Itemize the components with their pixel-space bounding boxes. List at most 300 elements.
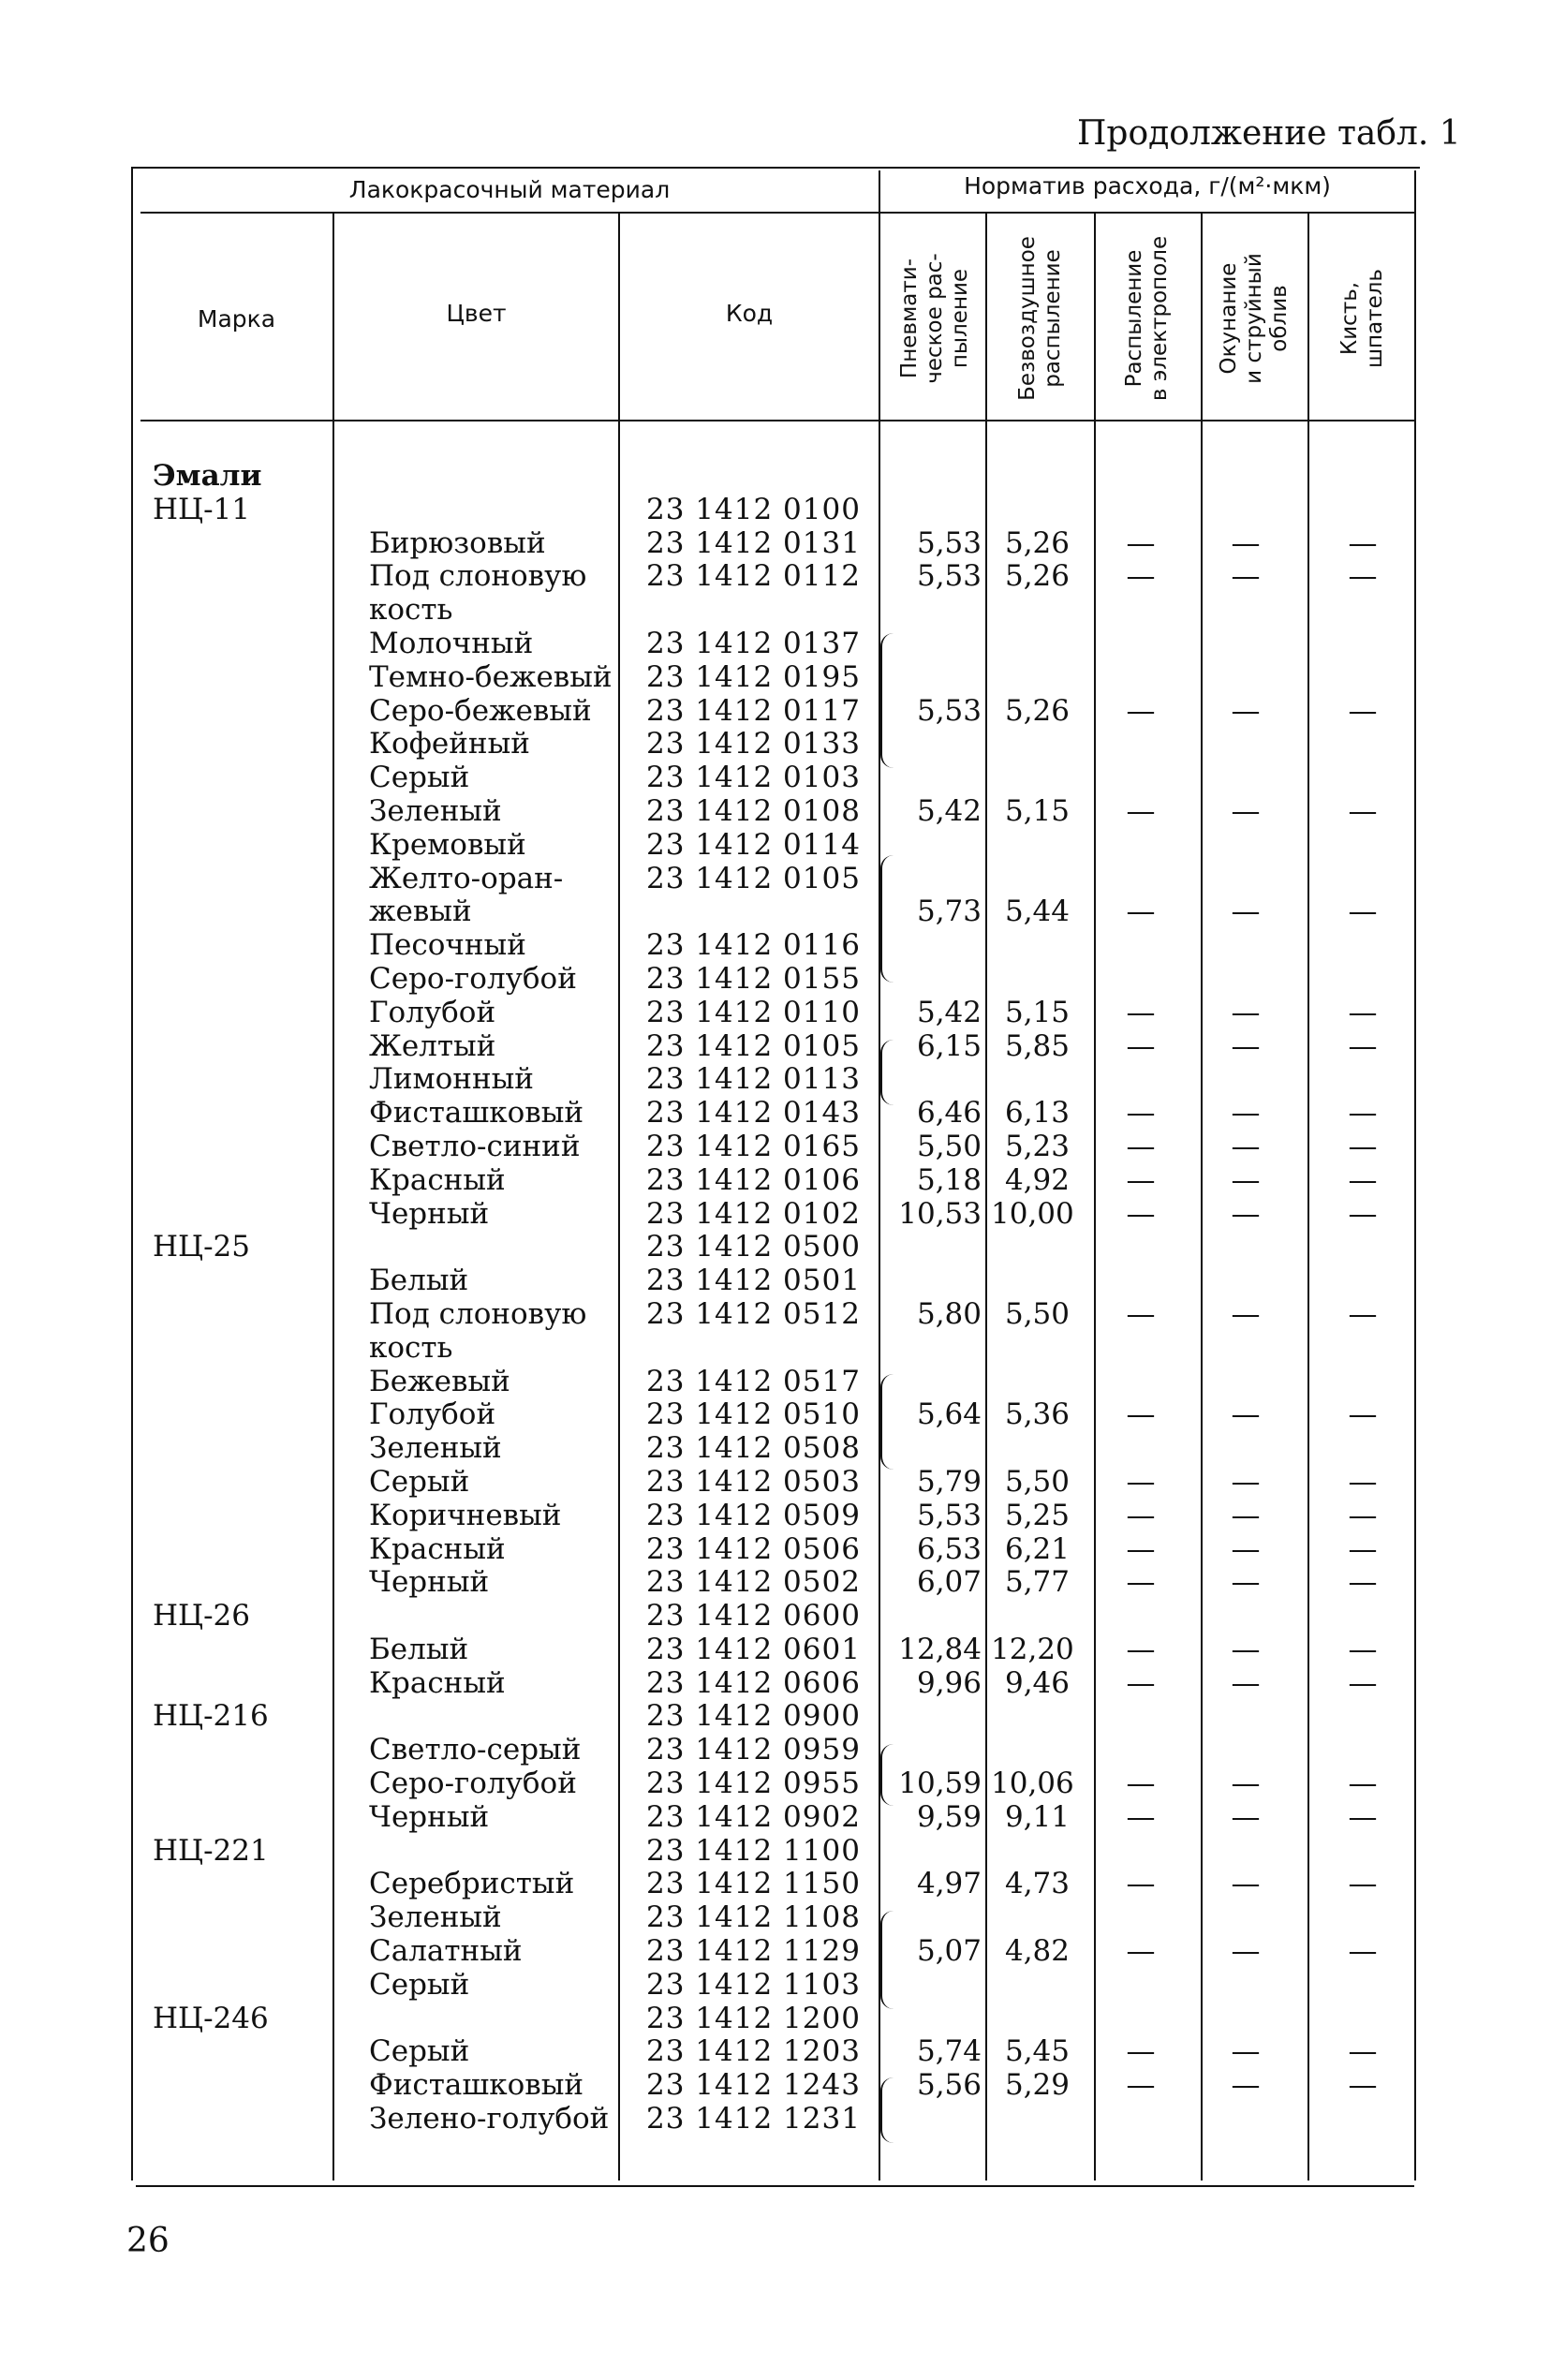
cell-electro: — [1126,2068,1156,2103]
cell-brush: — [1348,693,1378,728]
cell-electro: — [1126,1767,1156,1801]
cell-dip: — [1231,1767,1261,1801]
cell-code: 23 1412 0606 [646,1665,861,1700]
cell-color: Кофейный [369,727,530,761]
cell-color: Серо-голубой [369,1767,577,1801]
table-row [0,997,1551,1030]
table-row [0,1533,1551,1567]
cell-pneum: 5,64 [916,1397,982,1432]
cell-pneum: 5,73 [916,894,982,929]
cell-color: Красный [369,1162,506,1197]
cell-color: Желто-оран- [369,861,564,895]
cell-dip: — [1231,1498,1261,1532]
cell-airless: 5,36 [1004,1397,1070,1432]
table-row [0,1901,1551,1935]
cell-mark: НЦ-25 [153,1230,250,1264]
cell-code: 23 1412 0503 [646,1464,861,1499]
cell-code: 23 1412 1200 [646,2001,861,2035]
cell-brush: — [1348,1799,1378,1834]
cell-electro: — [1126,1498,1156,1532]
table-row [0,1500,1551,1533]
cell-color: Бирюзовый [369,525,546,560]
cell-airless: 5,50 [1004,1464,1070,1499]
cell-color: Зелено-голубой [369,2102,610,2136]
cell-code: 23 1412 1150 [646,1867,861,1901]
cell-electro: — [1126,1296,1156,1331]
cell-electro: — [1126,1934,1156,1969]
cell-code: 23 1412 0105 [646,1028,861,1063]
cell-dip: — [1231,2068,1261,2103]
cell-brush: — [1348,559,1378,594]
cell-color: Светло-синий [369,1129,581,1163]
cell-code: 23 1412 0506 [646,1531,861,1566]
cell-dip: — [1231,1632,1261,1666]
cell-dip: — [1231,995,1261,1029]
table-row [0,795,1551,829]
cell-color: Фисташковый [369,1096,584,1131]
cell-brush: — [1348,1531,1378,1566]
cell-airless: 5,85 [1004,1028,1070,1063]
cell-airless: 5,29 [1004,2068,1070,2103]
cell-color: Голубой [369,995,496,1029]
cell-color: Зеленый [369,1900,502,1935]
cell-code: 23 1412 0113 [646,1062,861,1097]
header-material-group: Лакокрасочный материал [348,176,671,203]
cell-color: Красный [369,1531,506,1566]
cell-brush: — [1348,793,1378,828]
cell-airless: 5,15 [1004,793,1070,828]
cell-color: Коричневый [369,1498,562,1532]
table-body [0,460,1551,2136]
header-method-pneumatic-label: Пневмати- ческое рас- пыление [896,253,972,384]
table-row [0,1164,1551,1198]
cell-dip: — [1231,1028,1261,1063]
header-method-electro-label: Распыление в электрополе [1122,235,1172,402]
cell-airless: 5,26 [1004,693,1070,728]
cell-mark: НЦ-246 [153,2001,269,2035]
table-row [0,1366,1551,1399]
cell-color: жевый [369,894,472,929]
cell-pneum: 5,79 [916,1464,982,1499]
cell-color: Серый [369,1464,470,1499]
table-top-rule [131,167,1420,169]
cell-mark: НЦ-221 [153,1833,269,1868]
cell-electro: — [1126,525,1156,560]
cell-brush: — [1348,1162,1378,1197]
cell-pneum: 5,53 [916,1498,982,1532]
cell-code: 23 1412 0959 [646,1733,861,1767]
cell-brush: — [1348,1867,1378,1901]
cell-dip: — [1231,1867,1261,1901]
grouping-brace [880,1040,895,1105]
table-row [0,1097,1551,1131]
cell-color: Серый [369,2034,470,2069]
header-method-airless [987,220,1094,417]
cell-pneum: 5,80 [916,1296,982,1331]
cell-pneum: 5,42 [916,793,982,828]
cell-electro: — [1126,1665,1156,1700]
cell-code: 23 1412 0131 [646,525,861,560]
cell-airless: 10,00 [991,1196,1074,1231]
cell-color: Серый [369,1967,470,2002]
header-color: Цвет [446,300,507,327]
cell-mark: Эмали [153,459,262,493]
cell-brush: — [1348,1665,1378,1700]
header-method-electro [1094,220,1201,417]
cell-electro: — [1126,793,1156,828]
cell-airless: 5,26 [1004,525,1070,560]
cell-code: 23 1412 0106 [646,1162,861,1197]
cell-color: Серый [369,761,470,795]
table-row [0,963,1551,997]
cell-brush: — [1348,1565,1378,1600]
cell-brush: — [1348,1464,1378,1499]
cell-brush: — [1348,1096,1378,1131]
cell-code: 23 1412 0112 [646,559,861,594]
cell-brush: — [1348,1632,1378,1666]
cell-dip: — [1231,1196,1261,1231]
cell-code: 23 1412 0600 [646,1599,861,1633]
cell-code: 23 1412 1108 [646,1900,861,1935]
cell-color: Лимонный [369,1062,534,1097]
cell-pneum: 12,84 [898,1632,982,1666]
table-row [0,1198,1551,1232]
cell-color: Песочный [369,928,526,963]
grouping-brace [880,633,895,768]
table-row [0,527,1551,561]
cell-airless: 6,13 [1004,1096,1070,1131]
cell-color: Под слоновую [369,1296,587,1331]
table-row [0,1767,1551,1801]
cell-code: 23 1412 1203 [646,2034,861,2069]
cell-brush: — [1348,1028,1378,1063]
cell-color: Серо-бежевый [369,693,592,728]
cell-electro: — [1126,1397,1156,1432]
cell-pneum: 5,18 [916,1162,982,1197]
cell-code: 23 1412 1231 [646,2102,861,2136]
cell-dip: — [1231,1464,1261,1499]
group-header-rule-left [140,212,879,214]
cell-code: 23 1412 0500 [646,1230,861,1264]
cell-color: Серебристый [369,1867,575,1901]
cell-color: Красный [369,1665,506,1700]
cell-color: Черный [369,1799,490,1834]
cell-code: 23 1412 0502 [646,1565,861,1600]
table-row [0,661,1551,695]
cell-airless: 5,45 [1004,2034,1070,2069]
cell-airless: 9,46 [1004,1665,1070,1700]
cell-airless: 5,77 [1004,1565,1070,1600]
header-method-brush [1309,220,1416,417]
cell-dip: — [1231,894,1261,929]
cell-airless: 10,06 [991,1767,1074,1801]
cell-color: кость [369,593,453,628]
cell-dip: — [1231,693,1261,728]
cell-dip: — [1231,1296,1261,1331]
cell-pneum: 5,07 [916,1934,982,1969]
cell-brush: — [1348,894,1378,929]
cell-color: Зеленый [369,793,502,828]
cell-dip: — [1231,1934,1261,1969]
cell-color: Молочный [369,626,534,660]
cell-code: 23 1412 0601 [646,1632,861,1666]
cell-color: Белый [369,1632,469,1666]
cell-dip: — [1231,1565,1261,1600]
table-row [0,1231,1551,1264]
cell-color: кость [369,1330,453,1365]
cell-brush: — [1348,1296,1378,1331]
cell-brush: — [1348,1196,1378,1231]
cell-electro: — [1126,2034,1156,2069]
cell-code: 23 1412 1103 [646,1967,861,2002]
table-row [0,1700,1551,1734]
cell-color: Бежевый [369,1364,510,1398]
cell-code: 23 1412 0143 [646,1096,861,1131]
table-row [0,1466,1551,1500]
cell-code: 23 1412 0155 [646,961,861,996]
cell-pneum: 5,74 [916,2034,982,2069]
cell-pneum: 6,07 [916,1565,982,1600]
cell-dip: — [1231,559,1261,594]
cell-brush: — [1348,2068,1378,2103]
cell-code: 23 1412 0501 [646,1264,861,1298]
cell-code: 23 1412 0509 [646,1498,861,1532]
table-row [0,1969,1551,2003]
cell-airless: 5,50 [1004,1296,1070,1331]
cell-electro: — [1126,1196,1156,1231]
table-row [0,1566,1551,1600]
cell-code: 23 1412 0195 [646,659,861,694]
cell-code: 23 1412 0114 [646,827,861,862]
cell-dip: — [1231,1096,1261,1131]
table-row [0,628,1551,661]
cell-electro: — [1126,1867,1156,1901]
table-row [0,1667,1551,1701]
table-row [0,761,1551,795]
cell-color: Желтый [369,1028,496,1063]
cell-dip: — [1231,2034,1261,2069]
cell-electro: — [1126,1028,1156,1063]
cell-pneum: 5,53 [916,525,982,560]
cell-code: 23 1412 0110 [646,995,861,1029]
table-row [0,1600,1551,1633]
table-row [0,2035,1551,2069]
table-row [0,695,1551,729]
header-mark: Марка [197,305,276,333]
cell-color: Темно-бежевый [369,659,613,694]
cell-pneum: 5,42 [916,995,982,1029]
grouping-brace [880,1374,895,1470]
cell-pneum: 10,53 [898,1196,982,1231]
cell-mark: НЦ-216 [153,1699,269,1734]
cell-pneum: 9,96 [916,1665,982,1700]
cell-brush: — [1348,995,1378,1029]
cell-airless: 4,92 [1004,1162,1070,1197]
table-row [0,594,1551,628]
cell-pneum: 10,59 [898,1767,982,1801]
header-method-dip-label: Окунание и струйный облив [1216,253,1292,384]
cell-pneum: 6,46 [916,1096,982,1131]
cell-airless: 6,21 [1004,1531,1070,1566]
cell-pneum: 5,53 [916,559,982,594]
cell-code: 23 1412 1100 [646,1833,861,1868]
cell-brush: — [1348,1129,1378,1163]
table-row [0,2003,1551,2036]
cell-color: Фисташковый [369,2068,584,2103]
cell-airless: 5,15 [1004,995,1070,1029]
table-row [0,494,1551,527]
header-method-dip [1201,220,1307,417]
cell-electro: — [1126,1162,1156,1197]
cell-electro: — [1126,559,1156,594]
grouping-brace [880,1744,895,1806]
cell-code: 23 1412 0133 [646,727,861,761]
table-row [0,929,1551,963]
header-bottom-rule [140,420,1414,421]
table-row [0,728,1551,761]
cell-color: Белый [369,1264,469,1298]
cell-pneum: 6,15 [916,1028,982,1063]
cell-pneum: 5,50 [916,1129,982,1163]
table-row [0,1734,1551,1767]
cell-pneum: 6,53 [916,1531,982,1566]
cell-color: Салатный [369,1934,523,1969]
header-code: Код [725,300,774,327]
cell-airless: 5,23 [1004,1129,1070,1163]
cell-airless: 5,44 [1004,894,1070,929]
cell-airless: 12,20 [991,1632,1074,1666]
table-row [0,1398,1551,1432]
table-row [0,1332,1551,1366]
cell-airless: 4,73 [1004,1867,1070,1901]
table-row [0,560,1551,594]
cell-brush: — [1348,525,1378,560]
cell-color: Зеленый [369,1431,502,1466]
cell-code: 23 1412 0100 [646,492,861,526]
table-row [0,1432,1551,1466]
table-row [0,1063,1551,1097]
cell-dip: — [1231,1531,1261,1566]
header-method-airless-label: Безвоздушное распыление [1015,236,1065,401]
table-row [0,1935,1551,1969]
cell-electro: — [1126,1129,1156,1163]
cell-color: Серо-голубой [369,961,577,996]
table-row [0,460,1551,494]
cell-dip: — [1231,525,1261,560]
cell-dip: — [1231,1799,1261,1834]
cell-color: Светло-серый [369,1733,582,1767]
grouping-brace [880,2077,895,2143]
table-row [0,1131,1551,1164]
table-row [0,2103,1551,2136]
table-row [0,1868,1551,1901]
cell-brush: — [1348,1397,1378,1432]
cell-code: 23 1412 1243 [646,2068,861,2103]
table-row [0,1633,1551,1667]
cell-electro: — [1126,1799,1156,1834]
cell-code: 23 1412 1129 [646,1934,861,1969]
page-number: 26 [126,2222,170,2260]
cell-code: 23 1412 0105 [646,861,861,895]
cell-code: 23 1412 0510 [646,1397,861,1432]
cell-pneum: 5,56 [916,2068,982,2103]
cell-code: 23 1412 0103 [646,761,861,795]
cell-dip: — [1231,1665,1261,1700]
table-row [0,895,1551,929]
cell-electro: — [1126,1464,1156,1499]
cell-color: Под слоновую [369,559,587,594]
cell-code: 23 1412 0955 [646,1767,861,1801]
cell-color: Черный [369,1196,490,1231]
cell-dip: — [1231,1162,1261,1197]
cell-pneum: 9,59 [916,1799,982,1834]
cell-electro: — [1126,1531,1156,1566]
cell-code: 23 1412 0900 [646,1699,861,1734]
table-row [0,1264,1551,1298]
table-bottom-rule [136,2185,1414,2187]
cell-code: 23 1412 0517 [646,1364,861,1398]
cell-brush: — [1348,1498,1378,1532]
grouping-brace [880,1911,895,2009]
cell-electro: — [1126,894,1156,929]
cell-brush: — [1348,1767,1378,1801]
cell-code: 23 1412 0108 [646,793,861,828]
table-row [0,829,1551,863]
table-row [0,1298,1551,1332]
cell-dip: — [1231,1397,1261,1432]
table-row [0,2069,1551,2103]
cell-mark: НЦ-11 [153,492,250,526]
cell-electro: — [1126,1565,1156,1600]
cell-airless: 9,11 [1004,1799,1070,1834]
cell-color: Голубой [369,1397,496,1432]
cell-dip: — [1231,793,1261,828]
cell-code: 23 1412 0508 [646,1431,861,1466]
cell-dip: — [1231,1129,1261,1163]
cell-airless: 5,26 [1004,559,1070,594]
cell-code: 23 1412 0137 [646,626,861,660]
cell-electro: — [1126,995,1156,1029]
cell-mark: НЦ-26 [153,1599,250,1633]
table-row [0,1835,1551,1869]
cell-pneum: 5,53 [916,693,982,728]
cell-electro: — [1126,1632,1156,1666]
cell-code: 23 1412 0902 [646,1799,861,1834]
header-method-brush-label: Кисть, шпатель [1337,269,1387,368]
cell-airless: 5,25 [1004,1498,1070,1532]
cell-code: 23 1412 0512 [646,1296,861,1331]
cell-code: 23 1412 0165 [646,1129,861,1163]
header-method-pneumatic [881,220,988,417]
grouping-brace [880,855,895,983]
cell-color: Черный [369,1565,490,1600]
header-norm-group: Норматив расхода, г/(м²·мкм) [964,172,1331,200]
cell-brush: — [1348,2034,1378,2069]
cell-airless: 4,82 [1004,1934,1070,1969]
cell-code: 23 1412 0117 [646,693,861,728]
cell-electro: — [1126,1096,1156,1131]
cell-brush: — [1348,1934,1378,1969]
cell-electro: — [1126,693,1156,728]
group-header-rule-right [879,212,1414,214]
table-row [0,1801,1551,1835]
cell-pneum: 4,97 [916,1867,982,1901]
cell-color: Кремовый [369,827,526,862]
table-row [0,863,1551,896]
table-row [0,1030,1551,1064]
cell-code: 23 1412 0102 [646,1196,861,1231]
table-continuation-caption: Продолжение табл. 1 [1077,114,1461,153]
